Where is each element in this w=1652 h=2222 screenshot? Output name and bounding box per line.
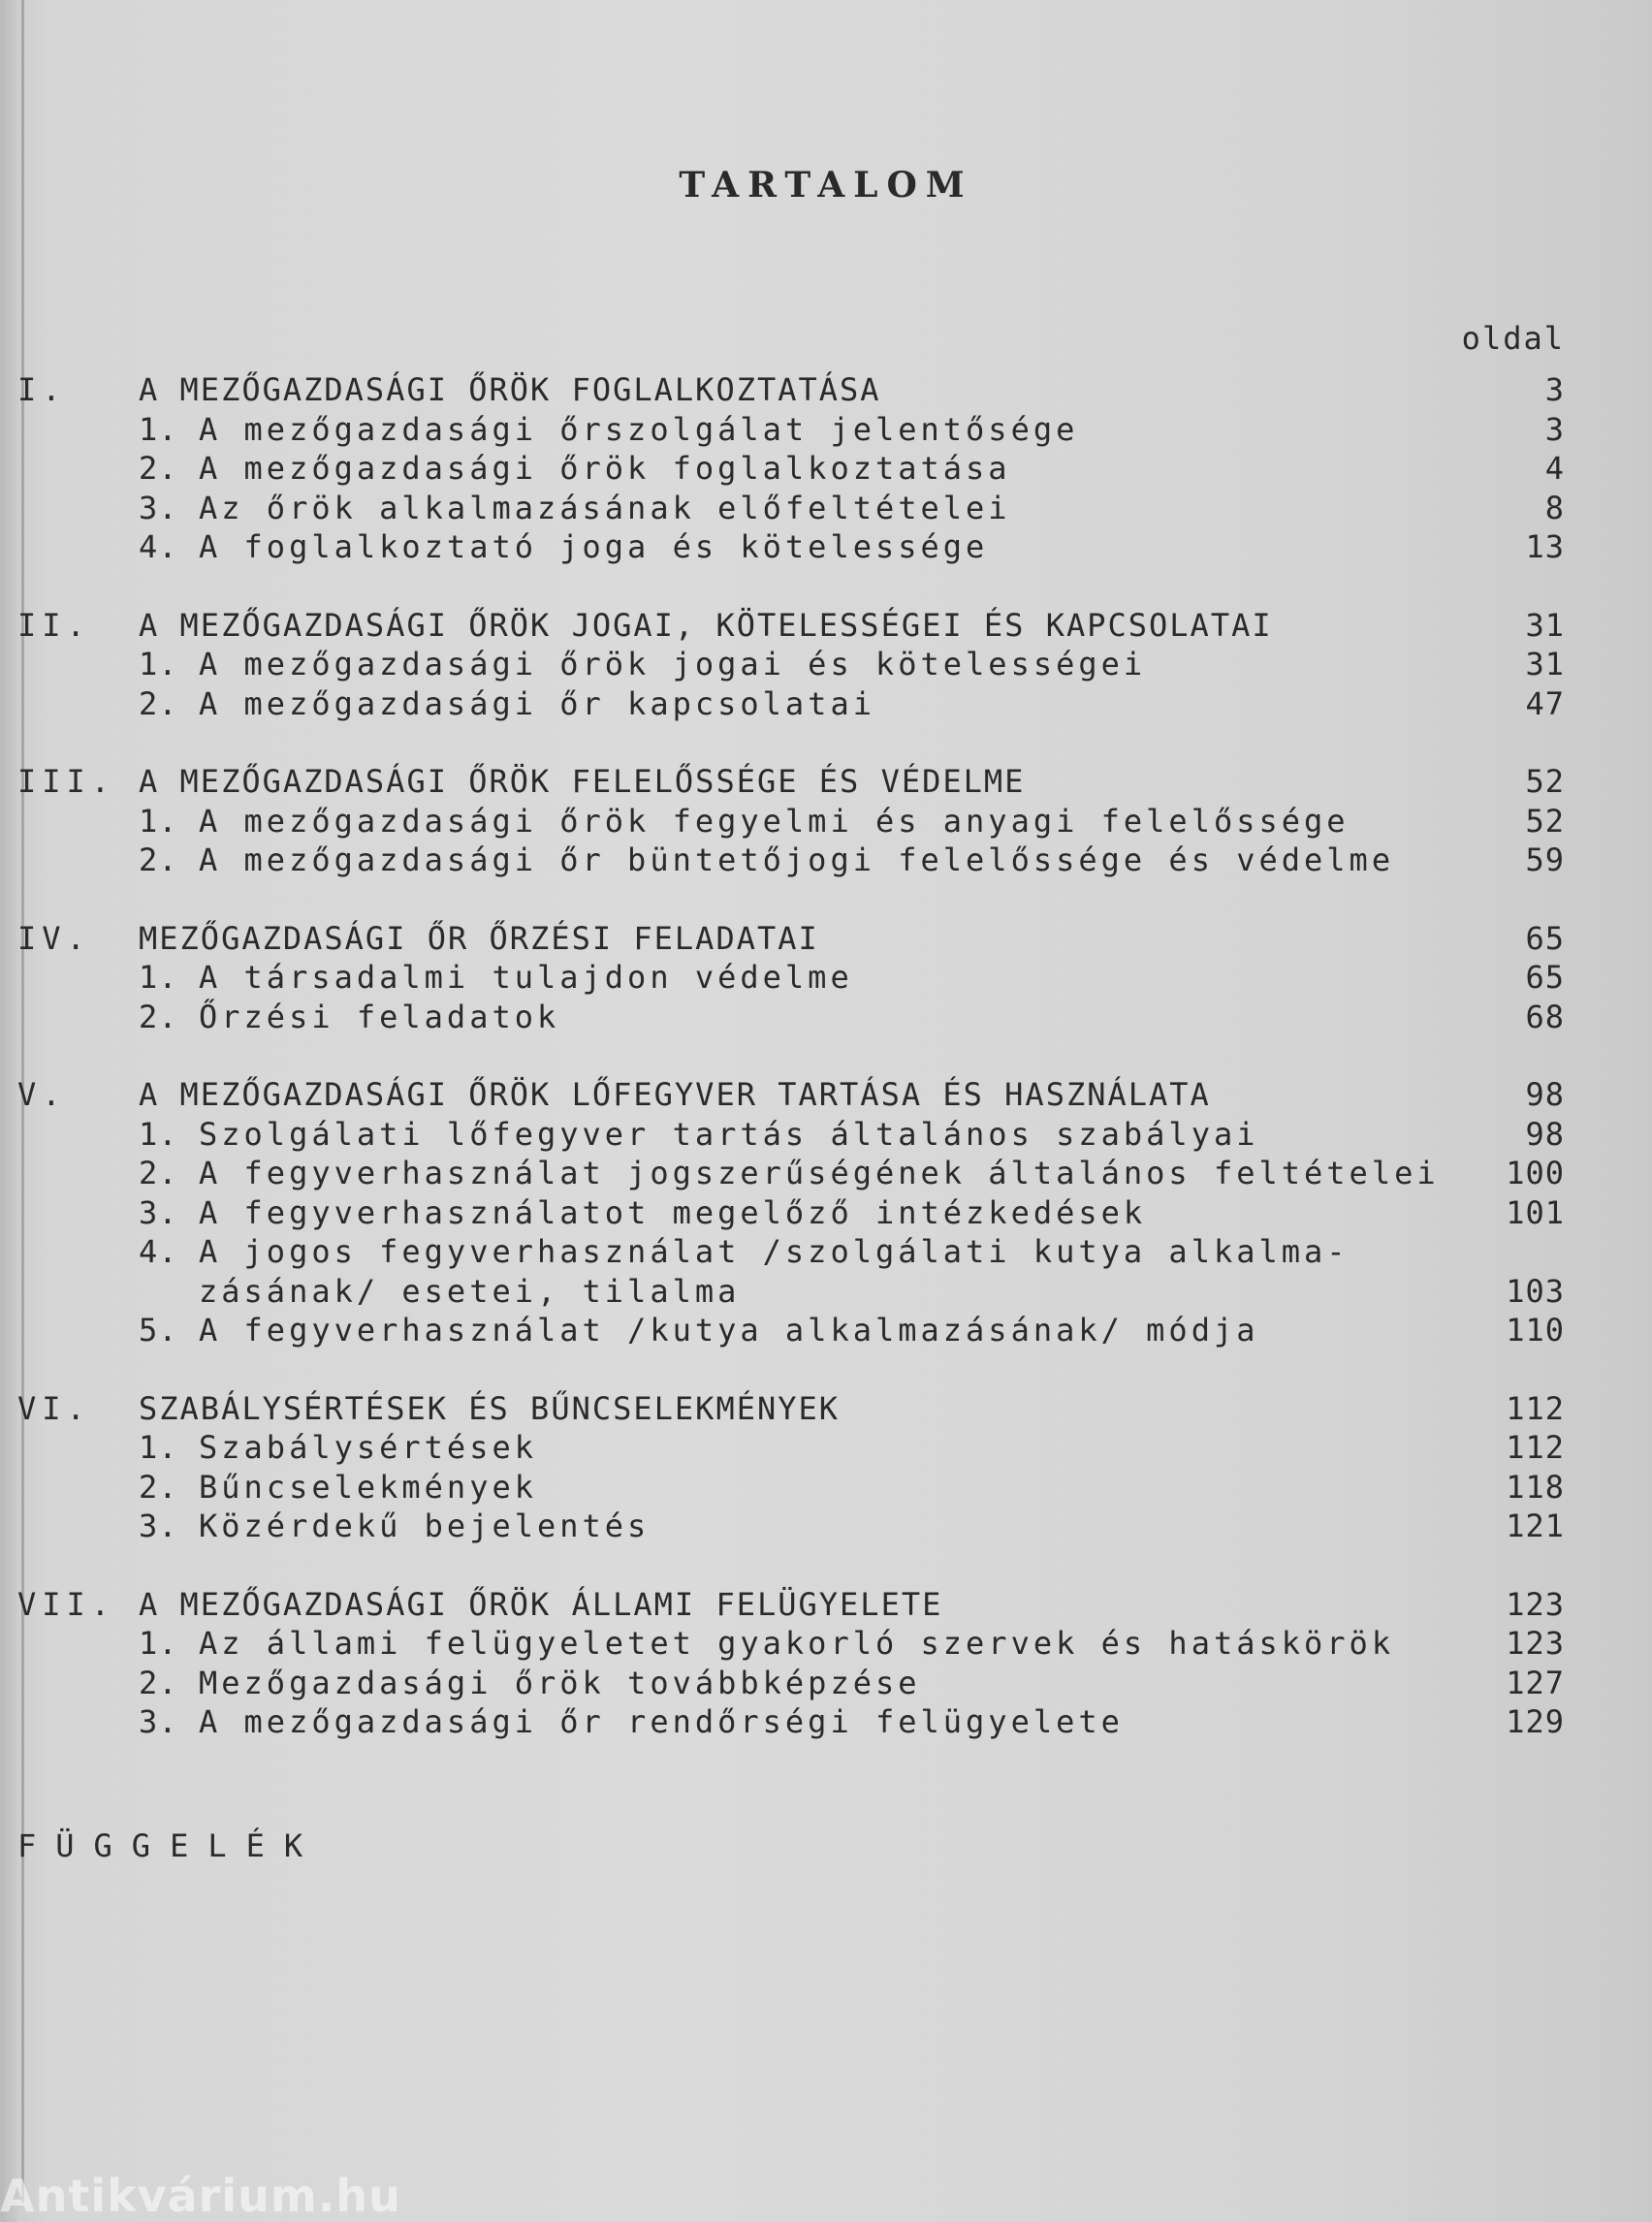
section-number: 1.: [139, 1429, 178, 1466]
toc-entry[interactable]: [17, 449, 1565, 489]
chapter-heading[interactable]: [17, 1389, 1565, 1429]
watermark: Antikvárium.hu: [0, 2170, 401, 2222]
section-page: 47: [1525, 684, 1565, 722]
toc-entry[interactable]: [17, 410, 1565, 450]
section-number: 1.: [139, 802, 178, 840]
chapter-4: [17, 919, 1565, 1037]
chapter-numeral: III.: [17, 763, 116, 800]
section-title: Az állami felügyeletet gyakorló szervek és hatáskörök: [199, 1625, 1395, 1662]
section-number: 2.: [139, 1468, 178, 1506]
chapter-3: [17, 762, 1565, 880]
toc-entry[interactable]: [17, 1507, 1565, 1546]
chapter-numeral: I.: [17, 371, 67, 408]
toc-entry[interactable]: [17, 684, 1565, 724]
chapter-1: [17, 370, 1565, 567]
toc-entry[interactable]: [17, 489, 1565, 528]
chapter-page: 52: [1525, 763, 1565, 800]
section-title: Szolgálati lőfegyver tartás általános szabályai: [199, 1115, 1259, 1153]
section-number: 2.: [139, 450, 178, 487]
section-page: 3: [1544, 410, 1565, 448]
section-number: 2.: [139, 841, 178, 878]
toc-entry[interactable]: [17, 802, 1565, 841]
section-title: Az őrök alkalmazásának előfeltételei: [199, 489, 1011, 526]
section-number: 3.: [139, 1703, 178, 1740]
chapter-title: A MEZŐGAZDASÁGI ŐRÖK LŐFEGYVER TARTÁSA ÉS HASZNÁLATA: [139, 1076, 1211, 1113]
section-title: Szabálysértések: [199, 1429, 537, 1466]
chapter-title: SZABÁLYSÉRTÉSEK ÉS BŰNCSELEKMÉNYEK: [139, 1389, 841, 1427]
toc-entry[interactable]: [17, 527, 1565, 567]
chapter-numeral: VI.: [17, 1389, 91, 1427]
chapter-page: 123: [1506, 1585, 1565, 1623]
section-title: A mezőgazdasági őrszolgálat jelentősége: [199, 410, 1079, 448]
section-title: A foglalkoztató joga és kötelessége: [199, 528, 989, 565]
section-page: 100: [1506, 1155, 1565, 1191]
toc-entry[interactable]: [17, 1115, 1565, 1155]
section-title: Mezőgazdasági őrök továbbképzése: [199, 1664, 921, 1701]
chapter-title: A MEZŐGAZDASÁGI ŐRÖK FELELŐSSÉGE ÉS VÉDELME: [139, 763, 1026, 800]
section-page: 98: [1525, 1115, 1565, 1153]
chapter-page: 65: [1525, 919, 1565, 957]
section-page: 110: [1506, 1312, 1565, 1349]
section-page: 65: [1525, 959, 1565, 996]
page-title: TARTALOM: [679, 165, 973, 206]
chapter-heading[interactable]: [17, 919, 1565, 959]
section-title: A fegyverhasználat /kutya alkalmazásának/ módja: [199, 1312, 1259, 1349]
chapter-title: A MEZŐGAZDASÁGI ŐRÖK JOGAI, KÖTELESSÉGEI ÉS KAPCSOLATAI: [139, 606, 1273, 644]
chapter-numeral: IV.: [17, 919, 91, 957]
section-page: 68: [1525, 998, 1565, 1035]
toc-entry[interactable]: [17, 645, 1565, 684]
section-title-continuation: zásának/ esetei, tilalma: [199, 1272, 741, 1310]
section-page: 8: [1544, 489, 1565, 526]
table-of-contents: [17, 370, 1565, 1781]
toc-entry[interactable]: [17, 841, 1565, 880]
appendix-heading[interactable]: FÜGGELÉK: [17, 1827, 323, 1864]
chapter-7: [17, 1585, 1565, 1742]
toc-entry[interactable]: [17, 958, 1565, 998]
section-title: A jogos fegyverhasználat /szolgálati kutya alkalma-: [199, 1233, 1350, 1270]
chapter-page: 112: [1506, 1389, 1565, 1427]
chapter-numeral: V.: [17, 1076, 67, 1113]
chapter-page: 3: [1544, 371, 1565, 408]
section-page: 127: [1506, 1664, 1565, 1701]
section-number: 5.: [139, 1312, 178, 1349]
section-page: 112: [1506, 1429, 1565, 1466]
toc-entry[interactable]: [17, 1664, 1565, 1703]
section-page: 4: [1544, 450, 1565, 487]
chapter-numeral: II.: [17, 606, 91, 644]
section-page: 59: [1525, 841, 1565, 878]
section-title: A mezőgazdasági őrök jogai és kötelességei: [199, 646, 1147, 682]
toc-entry[interactable]: [17, 1193, 1565, 1233]
chapter-numeral: VII.: [17, 1585, 116, 1623]
chapter-6: [17, 1389, 1565, 1546]
section-title: Őrzési feladatok: [199, 998, 560, 1035]
toc-entry[interactable]: [17, 1428, 1565, 1468]
section-number: 1.: [139, 1625, 178, 1662]
page-column-heading: oldal: [1461, 320, 1565, 357]
section-number: 2.: [139, 1664, 178, 1701]
section-page: 103: [1506, 1272, 1565, 1310]
section-title: A fegyverhasználatot megelőző intézkedések: [199, 1193, 1147, 1231]
section-page: 129: [1506, 1703, 1565, 1740]
chapter-heading[interactable]: [17, 1585, 1565, 1625]
section-number: 2.: [139, 684, 178, 722]
section-number: 1.: [139, 959, 178, 996]
section-page: 123: [1506, 1625, 1565, 1662]
chapter-page: 98: [1525, 1076, 1565, 1113]
chapter-heading[interactable]: [17, 370, 1565, 410]
toc-entry[interactable]: [17, 1624, 1565, 1664]
section-page: 52: [1525, 802, 1565, 840]
section-page: 31: [1525, 646, 1565, 682]
chapter-heading[interactable]: [17, 1075, 1565, 1115]
section-title: A mezőgazdasági őrök fegyelmi és anyagi felelőssége: [199, 802, 1350, 840]
section-number: 2.: [139, 1155, 178, 1191]
chapter-title: A MEZŐGAZDASÁGI ŐRÖK FOGLALKOZTATÁSA: [139, 371, 881, 408]
section-title: A mezőgazdasági őr kapcsolatai: [199, 684, 875, 722]
chapter-title: A MEZŐGAZDASÁGI ŐRÖK ÁLLAMI FELÜGYELETE: [139, 1585, 943, 1623]
section-number: 2.: [139, 998, 178, 1035]
section-page: 13: [1525, 528, 1565, 565]
chapter-title: MEZŐGAZDASÁGI ŐR ŐRZÉSI FELADATAI: [139, 919, 819, 957]
toc-entry[interactable]: [17, 1702, 1565, 1742]
chapter-heading[interactable]: [17, 606, 1565, 646]
section-title: A mezőgazdasági őrök foglalkoztatása: [199, 450, 1011, 487]
section-title: A fegyverhasználat jogszerűségének általános feltételei: [199, 1155, 1440, 1191]
section-number: 1.: [139, 410, 178, 448]
section-number: 1.: [139, 1115, 178, 1153]
chapter-heading[interactable]: [17, 762, 1565, 802]
section-number: 4.: [139, 528, 178, 565]
toc-entry[interactable]: [17, 1154, 1565, 1193]
section-page: 101: [1506, 1193, 1565, 1231]
chapter-2: [17, 606, 1565, 724]
toc-entry[interactable]: [17, 1468, 1565, 1508]
section-number: 1.: [139, 646, 178, 682]
toc-entry[interactable]: [17, 1232, 1565, 1272]
toc-entry[interactable]: [17, 1311, 1565, 1350]
chapter-5: [17, 1075, 1565, 1350]
section-title: Bűncselekmények: [199, 1468, 537, 1506]
section-title: Közérdekű bejelentés: [199, 1508, 651, 1544]
section-number: 4.: [139, 1233, 178, 1270]
toc-entry[interactable]: [17, 998, 1565, 1037]
section-title: A mezőgazdasági őr büntetőjogi felelőssége és védelme: [199, 841, 1395, 878]
section-title: A mezőgazdasági őr rendőrségi felügyelete: [199, 1703, 1124, 1740]
section-number: 3.: [139, 1508, 178, 1544]
section-number: 3.: [139, 489, 178, 526]
section-number: 3.: [139, 1193, 178, 1231]
section-title: A társadalmi tulajdon védelme: [199, 959, 853, 996]
section-page: 118: [1506, 1468, 1565, 1506]
section-page: 121: [1506, 1508, 1565, 1544]
chapter-page: 31: [1525, 606, 1565, 644]
toc-entry-continuation[interactable]: [17, 1272, 1565, 1312]
